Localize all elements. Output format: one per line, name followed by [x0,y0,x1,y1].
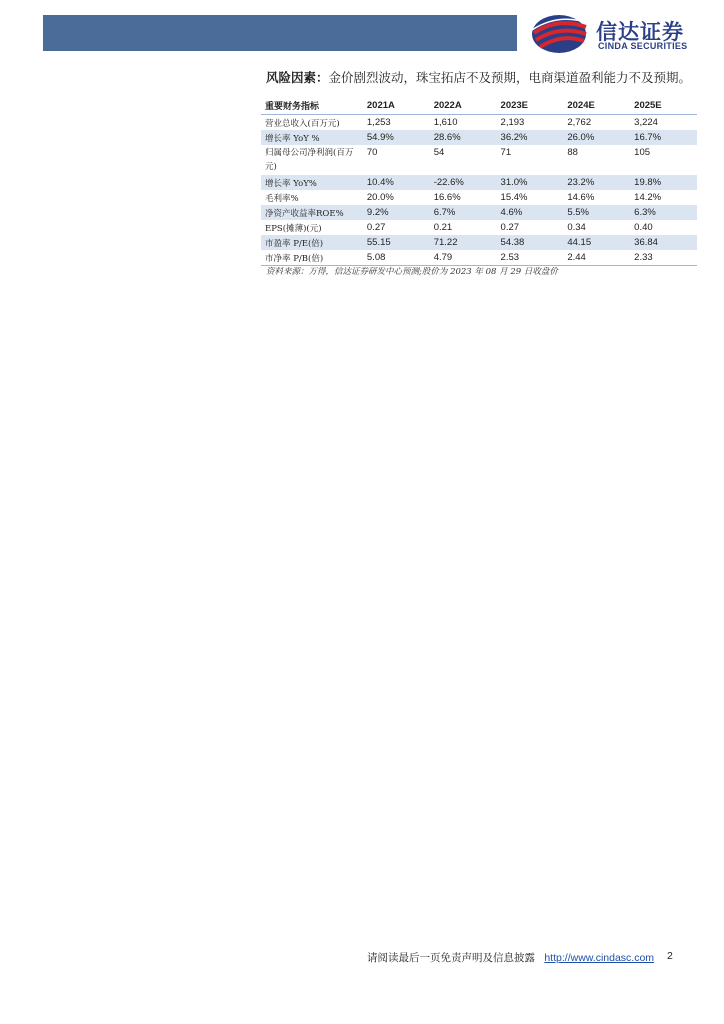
table-cell: 5.5% [563,205,630,220]
header-bar [43,15,517,51]
table-cell: 16.7% [630,130,697,145]
table-cell: 2,762 [567,117,592,128]
table-row [261,205,697,220]
table-cell: 3,224 [634,117,658,128]
financial-indicators-table [261,97,697,266]
table-row [261,235,697,250]
table-cell: 0.21 [433,222,453,233]
cinda-logo [528,13,708,55]
data-source-note: 资料来源：万得，信达证券研发中心预测;股价为 2023 年 08 月 29 日收盘价 [266,267,558,277]
table-cell: 2,193 [500,117,525,128]
column-header: 重要财务指标 [261,97,363,115]
column-header: 2024E [563,97,630,115]
table-cell: 14.2% [634,192,662,203]
table-row [261,220,697,235]
table-row [261,190,697,205]
table-cell: 15.4% [500,192,528,203]
row-label: 增长率 YoY% [261,175,363,190]
row-label: 毛利率% [265,193,299,204]
table-cell: 54.38 [497,235,564,250]
column-header: 2023E [497,97,564,115]
table-cell: 20.0% [366,192,394,203]
table-cell: 36.84 [630,235,697,250]
table-cell: 10.4% [363,175,430,190]
table-header-row [261,97,697,115]
table-cell: 23.2% [563,175,630,190]
row-label: 市盈率 P/E(倍) [261,235,363,250]
risk-text: 金价剧烈波动，珠宝拓店不及预期，电商渠道盈利能力不及预期。 [328,70,692,85]
table-cell: 4.79 [430,250,497,266]
column-header: 2021A [363,97,430,115]
risk-factors [266,68,691,86]
table-cell: 1,610 [433,117,458,128]
website-link[interactable]: http://www.cindasc.com [544,952,655,964]
table-cell: 0.40 [634,222,653,233]
table-cell: 19.8% [630,175,697,190]
table-cell: 6.7% [430,205,497,220]
table-cell: 70 [366,147,378,158]
table-cell: 4.6% [497,205,564,220]
table-cell: 2.44 [563,250,630,266]
row-label: 营业总收入(百万元) [265,118,340,129]
table-cell: 1,253 [366,117,391,128]
table-row [261,250,697,266]
table-cell: 14.6% [567,192,595,203]
table-cell: 71.22 [430,235,497,250]
table-cell: -22.6% [430,175,497,190]
footer-disclaimer: 请阅读最后一页免责声明及信息披露 [367,952,535,964]
row-label: 市净率 P/B(倍) [261,250,363,266]
table-cell: 71 [500,147,512,158]
table-cell: 26.0% [563,130,630,145]
row-label: 净资产收益率ROE% [261,205,363,220]
table-row [261,115,697,131]
table-row [261,175,697,190]
page-number: 2 [667,950,673,962]
column-header: 2025E [630,97,697,115]
table-cell: 54 [433,147,445,158]
table-cell: 2.33 [630,250,697,266]
table-cell: 6.3% [630,205,697,220]
table-cell: 0.27 [500,222,520,233]
table-cell: 88 [567,147,578,158]
table-cell: 0.27 [366,222,386,233]
footer [367,950,654,965]
brand-name-en: CINDA SECURITIES [598,41,688,51]
table-cell: 5.08 [363,250,430,266]
brand-name-cn: 信达证券 [596,20,684,44]
table-cell: 54.9% [363,130,430,145]
table-cell: 0.34 [567,222,586,233]
table-row [261,145,697,175]
row-label: 归属母公司净利润(百万元) [265,148,354,172]
table-cell: 9.2% [363,205,430,220]
table-cell: 55.15 [363,235,430,250]
cinda-logo-mark-icon [528,13,590,55]
table-cell: 36.2% [497,130,564,145]
table-row [261,130,697,145]
table-cell: 105 [634,147,651,158]
row-label: 增长率 YoY % [261,130,363,145]
table-cell: 2.53 [497,250,564,266]
risk-title: 风险因素： [266,70,329,85]
column-header: 2022A [430,97,497,115]
table-cell: 16.6% [433,192,461,203]
table-cell: 44.15 [563,235,630,250]
table-cell: 28.6% [430,130,497,145]
table-cell: 31.0% [497,175,564,190]
row-label: EPS(摊薄)(元) [265,223,322,234]
